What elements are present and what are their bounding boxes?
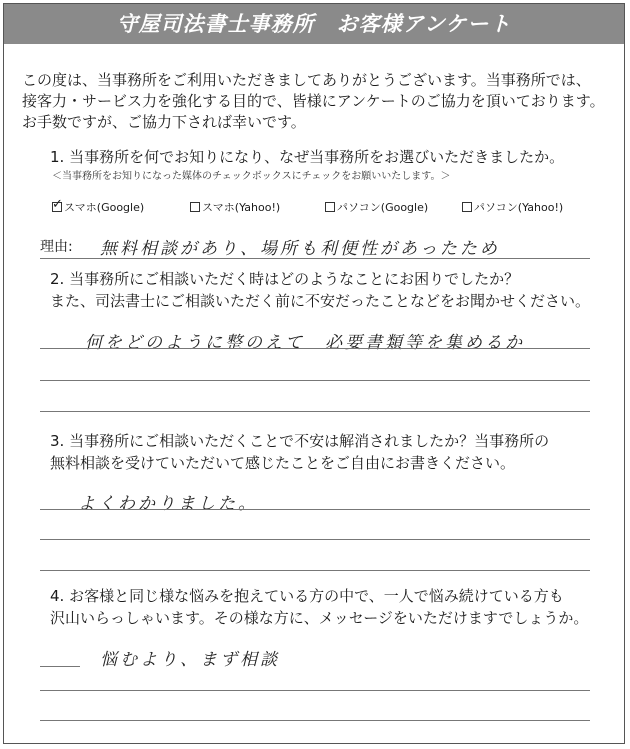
question-3: 3. 当事務所にご相談いただくことで不安は解消されましたか？当事務所の 無料相談を受けていただいて感じたことをご自由にお書きください。 <box>50 432 550 472</box>
reason-label: 理由: <box>40 239 73 255</box>
question-2-answer: 何をどのように整のえて 必要書類等を集めるか <box>85 333 525 353</box>
checkbox-smartphone-google[interactable] <box>52 199 144 215</box>
answer-line <box>40 666 80 667</box>
checkbox-label: スマホ(Yahoo!) <box>202 201 281 214</box>
checkbox-pc-yahoo[interactable] <box>462 199 563 215</box>
checkbox-label: スマホ(Google) <box>64 201 145 214</box>
checkbox-label: パソコン(Yahoo!) <box>474 201 564 214</box>
reason-line <box>40 258 590 259</box>
answer-line <box>40 539 590 540</box>
answer-line <box>40 690 590 691</box>
answer-line <box>40 348 590 349</box>
empty-box-icon <box>190 202 200 212</box>
question-2: 2. 当事務所にご相談いただく時はどのようなことにお困りでしたか？ また、司法書士にご相談いただく前に不安だったことなどをお聞かせください。 <box>50 270 591 310</box>
intro-text: この度は、当事務所をご利用いただきましてありがとうございます。当事務所では、 接客力・サービス力を強化する目的で、皆様にアンケートのご協力を頂いております。 お手数ですが、ご協力下されば幸いです。 <box>22 71 605 131</box>
answer-line <box>40 720 590 721</box>
survey-title: 守屋司法書士事務所 お客様アンケート <box>4 4 624 44</box>
question-1-note: ＜当事務所をお知りになった媒体のチェックボックスにチェックをお願いいたします。＞ <box>52 171 451 182</box>
question-4: 4. お客様と同じ様な悩みを抱えている方の中で、一人で悩み続けている方も 沢山いらっしゃいます。その様な方に、メッセージをいただけますでしょうか。 <box>50 587 589 627</box>
answer-line <box>40 411 590 412</box>
question-1: 1. 当事務所を何でお知りになり、なぜ当事務所をお選びいただきましたか。 <box>50 148 565 166</box>
question-3-answer: よくわかりました。 <box>78 494 258 514</box>
source-checkboxes <box>0 199 630 219</box>
checked-box-icon <box>52 202 62 212</box>
reason-answer: 無料相談があり、場所も利便性があったため <box>100 239 500 259</box>
answer-line <box>40 570 590 571</box>
answer-line <box>40 380 590 381</box>
empty-box-icon <box>325 202 335 212</box>
answer-line <box>40 509 590 510</box>
checkbox-smartphone-yahoo[interactable] <box>190 199 280 215</box>
question-4-answer: 悩むより、まず相談 <box>100 650 280 670</box>
checkbox-label: パソコン(Google) <box>337 201 429 214</box>
checkbox-pc-google[interactable] <box>325 199 428 215</box>
empty-box-icon <box>462 202 472 212</box>
